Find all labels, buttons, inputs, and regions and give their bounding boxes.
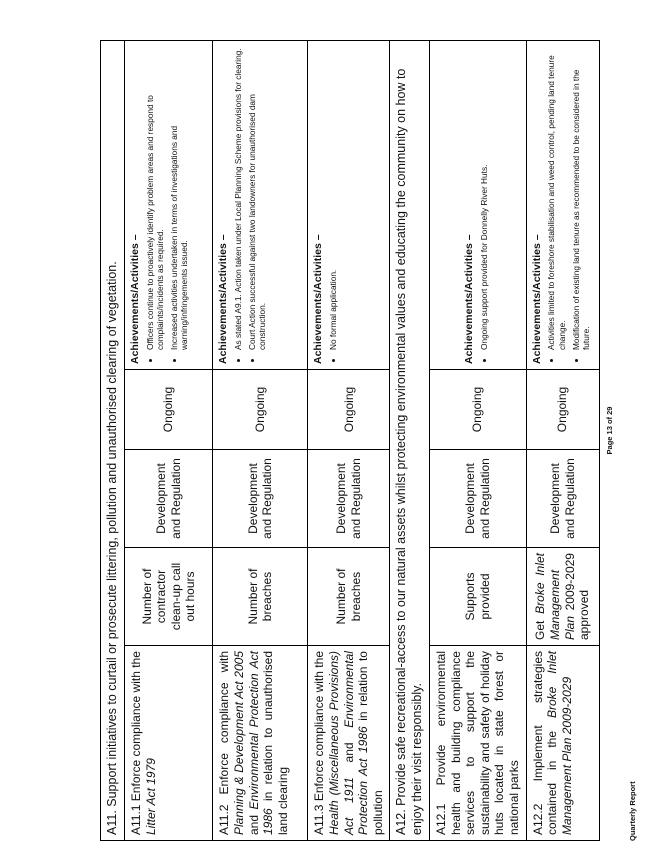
action-text: in relation to pollution xyxy=(356,651,385,835)
table-row xyxy=(125,40,213,840)
action-cell: A12.1 Provide environmental health and building compliance services to support the sustainability and safety of holiday huts located in state forest or national parks xyxy=(429,646,526,841)
achievement-item: • Court Action successful against two landowners for unauthorised dam construction. xyxy=(247,46,267,350)
achievement-item: • Officers continue to proactively identify problem areas and respond to complaints/incidents as required. xyxy=(145,46,165,350)
timeframe-cell: Ongoing xyxy=(429,370,526,450)
achievements-cell xyxy=(308,40,390,369)
table-row xyxy=(429,40,526,840)
action-cell xyxy=(308,646,390,841)
achievements-title: Achievements/Activities – xyxy=(462,234,475,364)
achievements-list xyxy=(479,46,489,364)
action-act-name: Environmental Protection Act 1986 xyxy=(341,651,371,835)
measure-text: 2009-2029 approved xyxy=(562,553,592,640)
action-plan-table xyxy=(100,40,600,841)
action-text: in relation to unauthorised land clearing xyxy=(261,651,290,835)
measure-plan-name: Broke Inlet Management Plan xyxy=(533,553,577,640)
action-text: A11.2 Enforce compliance with xyxy=(217,651,232,835)
action-act-name: Environmental Protection Act 1986 xyxy=(246,650,276,835)
responsibility-cell: Development and Regulation xyxy=(213,450,308,548)
action-plan-name: Broke Inlet Management Plan 2009-2029 xyxy=(545,651,574,835)
table-row xyxy=(526,40,599,840)
page-number: Page 13 of 29 xyxy=(605,406,614,455)
achievement-item: • Ongoing support provided for Donnelly River Huts. xyxy=(479,46,489,350)
timeframe-cell: Ongoing xyxy=(213,370,308,450)
objective-row xyxy=(101,40,125,840)
measure-text: Get xyxy=(533,613,548,640)
achievements-cell xyxy=(526,40,599,369)
timeframe-cell: Ongoing xyxy=(125,370,213,450)
action-cell xyxy=(526,646,599,841)
action-cell xyxy=(125,646,213,841)
responsibility-cell: Development and Regulation xyxy=(125,450,213,548)
achievement-item: • Modification of existing land tenure as recommended to be considered in the future. xyxy=(571,46,591,350)
achievements-cell xyxy=(429,40,526,369)
achievements-title: Achievements/Activities – xyxy=(312,234,325,364)
measure-cell xyxy=(526,548,599,646)
responsibility-cell: Development and Regulation xyxy=(526,450,599,548)
achievements-list xyxy=(328,46,338,364)
action-act-name: Health (Miscellaneous Provisions) Act 1911 xyxy=(326,651,356,835)
responsibility-cell: Development and Regulation xyxy=(308,450,390,548)
achievements-title: Achievements/Activities – xyxy=(530,234,543,364)
measure-cell: Number of contractor clean-up call out hours xyxy=(125,548,213,646)
report-name: Quarterly Report xyxy=(628,781,637,841)
achievements-cell xyxy=(125,40,213,369)
table-row xyxy=(213,40,308,840)
achievements-list xyxy=(546,46,590,364)
objective-row xyxy=(390,40,430,840)
action-text: and xyxy=(341,727,356,778)
action-cell xyxy=(213,646,308,841)
objective-a11: A11. Support initiatives to curtail or prosecute littering, pollution and unauthorised clearing of vegetation. xyxy=(101,40,125,840)
measure-cell: Number of breaches xyxy=(213,548,308,646)
timeframe-cell: Ongoing xyxy=(526,370,599,450)
achievements-title: Achievements/Activities – xyxy=(217,234,230,364)
action-text: A11.1 Enforce compliance with the xyxy=(129,651,144,835)
achievement-item: • No formal application. xyxy=(328,46,338,350)
measure-cell: Supports provided xyxy=(429,548,526,646)
action-text: and xyxy=(246,809,261,835)
responsibility-cell: Development and Regulation xyxy=(429,450,526,548)
achievements-cell xyxy=(213,40,308,369)
achievement-item: • As stated A9.1. Action taken under Local Planning Scheme provisions for clearing. xyxy=(233,46,243,350)
achievements-title: Achievements/Activities – xyxy=(129,234,142,364)
achievements-list xyxy=(233,46,267,364)
timeframe-cell: Ongoing xyxy=(308,370,390,450)
measure-cell: Number of breaches xyxy=(308,548,390,646)
objective-a12: A12. Provide safe recreational-access to our natural assets whilst protecting environmental values and educating the community on how to enjoy their visit responsibly. xyxy=(390,40,430,840)
table-row xyxy=(308,40,390,840)
achievement-item: • Activities limited to foreshore stabilisation and weed control, pending land tenure change. xyxy=(546,46,566,350)
action-act-name: Litter Act 1979 xyxy=(143,758,158,835)
action-text: A11.3 Enforce compliance with the xyxy=(312,651,327,835)
achievement-item: • Increased activities undertaken in terms of investigations and warning/infringements issued. xyxy=(169,46,189,350)
action-text: A12.2 Implement strategies contained in the xyxy=(530,651,560,835)
achievements-list xyxy=(145,46,189,364)
action-act-name: Planning & Development Act 2005 xyxy=(231,651,246,835)
